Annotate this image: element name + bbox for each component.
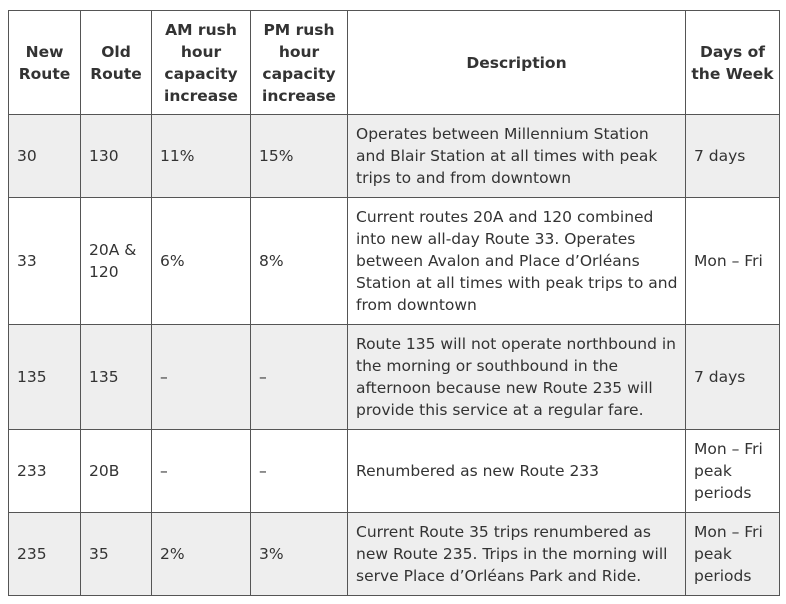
cell-old-route: 130 — [81, 115, 152, 198]
table-row — [9, 513, 780, 596]
header-pm-increase: PM rush hour capacity increase — [251, 11, 348, 115]
table-row — [9, 198, 780, 325]
cell-pm-increase: – — [251, 325, 348, 430]
cell-description: Renumbered as new Route 233 — [348, 430, 686, 513]
cell-pm-increase: 8% — [251, 198, 348, 325]
cell-old-route: 135 — [81, 325, 152, 430]
cell-pm-increase: 15% — [251, 115, 348, 198]
cell-days: Mon – Fri — [686, 198, 780, 325]
cell-am-increase: – — [152, 430, 251, 513]
cell-am-increase: 2% — [152, 513, 251, 596]
header-days: Days of the Week — [686, 11, 780, 115]
table-row — [9, 115, 780, 198]
cell-description: Current routes 20A and 120 combined into new all-day Route 33. Operates between Avalon and Place d’Orléans Station at all times with peak trips to and from downtown — [348, 198, 686, 325]
header-new-route: New Route — [9, 11, 81, 115]
cell-pm-increase: – — [251, 430, 348, 513]
cell-old-route: 20A & 120 — [81, 198, 152, 325]
table-row — [9, 430, 780, 513]
cell-am-increase: 6% — [152, 198, 251, 325]
cell-am-increase: 11% — [152, 115, 251, 198]
cell-old-route: 35 — [81, 513, 152, 596]
cell-new-route: 33 — [9, 198, 81, 325]
cell-description: Operates between Millennium Station and Blair Station at all times with peak trips to and from downtown — [348, 115, 686, 198]
cell-new-route: 235 — [9, 513, 81, 596]
route-changes-table — [8, 10, 780, 596]
cell-days: Mon – Fri peak periods — [686, 430, 780, 513]
cell-new-route: 135 — [9, 325, 81, 430]
cell-description: Route 135 will not operate northbound in the morning or southbound in the afternoon because new Route 235 will provide this service at a regular fare. — [348, 325, 686, 430]
cell-pm-increase: 3% — [251, 513, 348, 596]
cell-old-route: 20B — [81, 430, 152, 513]
cell-new-route: 30 — [9, 115, 81, 198]
table-row — [9, 325, 780, 430]
cell-days: 7 days — [686, 115, 780, 198]
header-am-increase: AM rush hour capacity increase — [152, 11, 251, 115]
header-old-route: Old Route — [81, 11, 152, 115]
cell-days: Mon – Fri peak periods — [686, 513, 780, 596]
cell-new-route: 233 — [9, 430, 81, 513]
header-description: Description — [348, 11, 686, 115]
cell-days: 7 days — [686, 325, 780, 430]
cell-am-increase: – — [152, 325, 251, 430]
cell-description: Current Route 35 trips renumbered as new Route 235. Trips in the morning will serve Place d’Orléans Park and Ride. — [348, 513, 686, 596]
header-row — [9, 11, 780, 115]
